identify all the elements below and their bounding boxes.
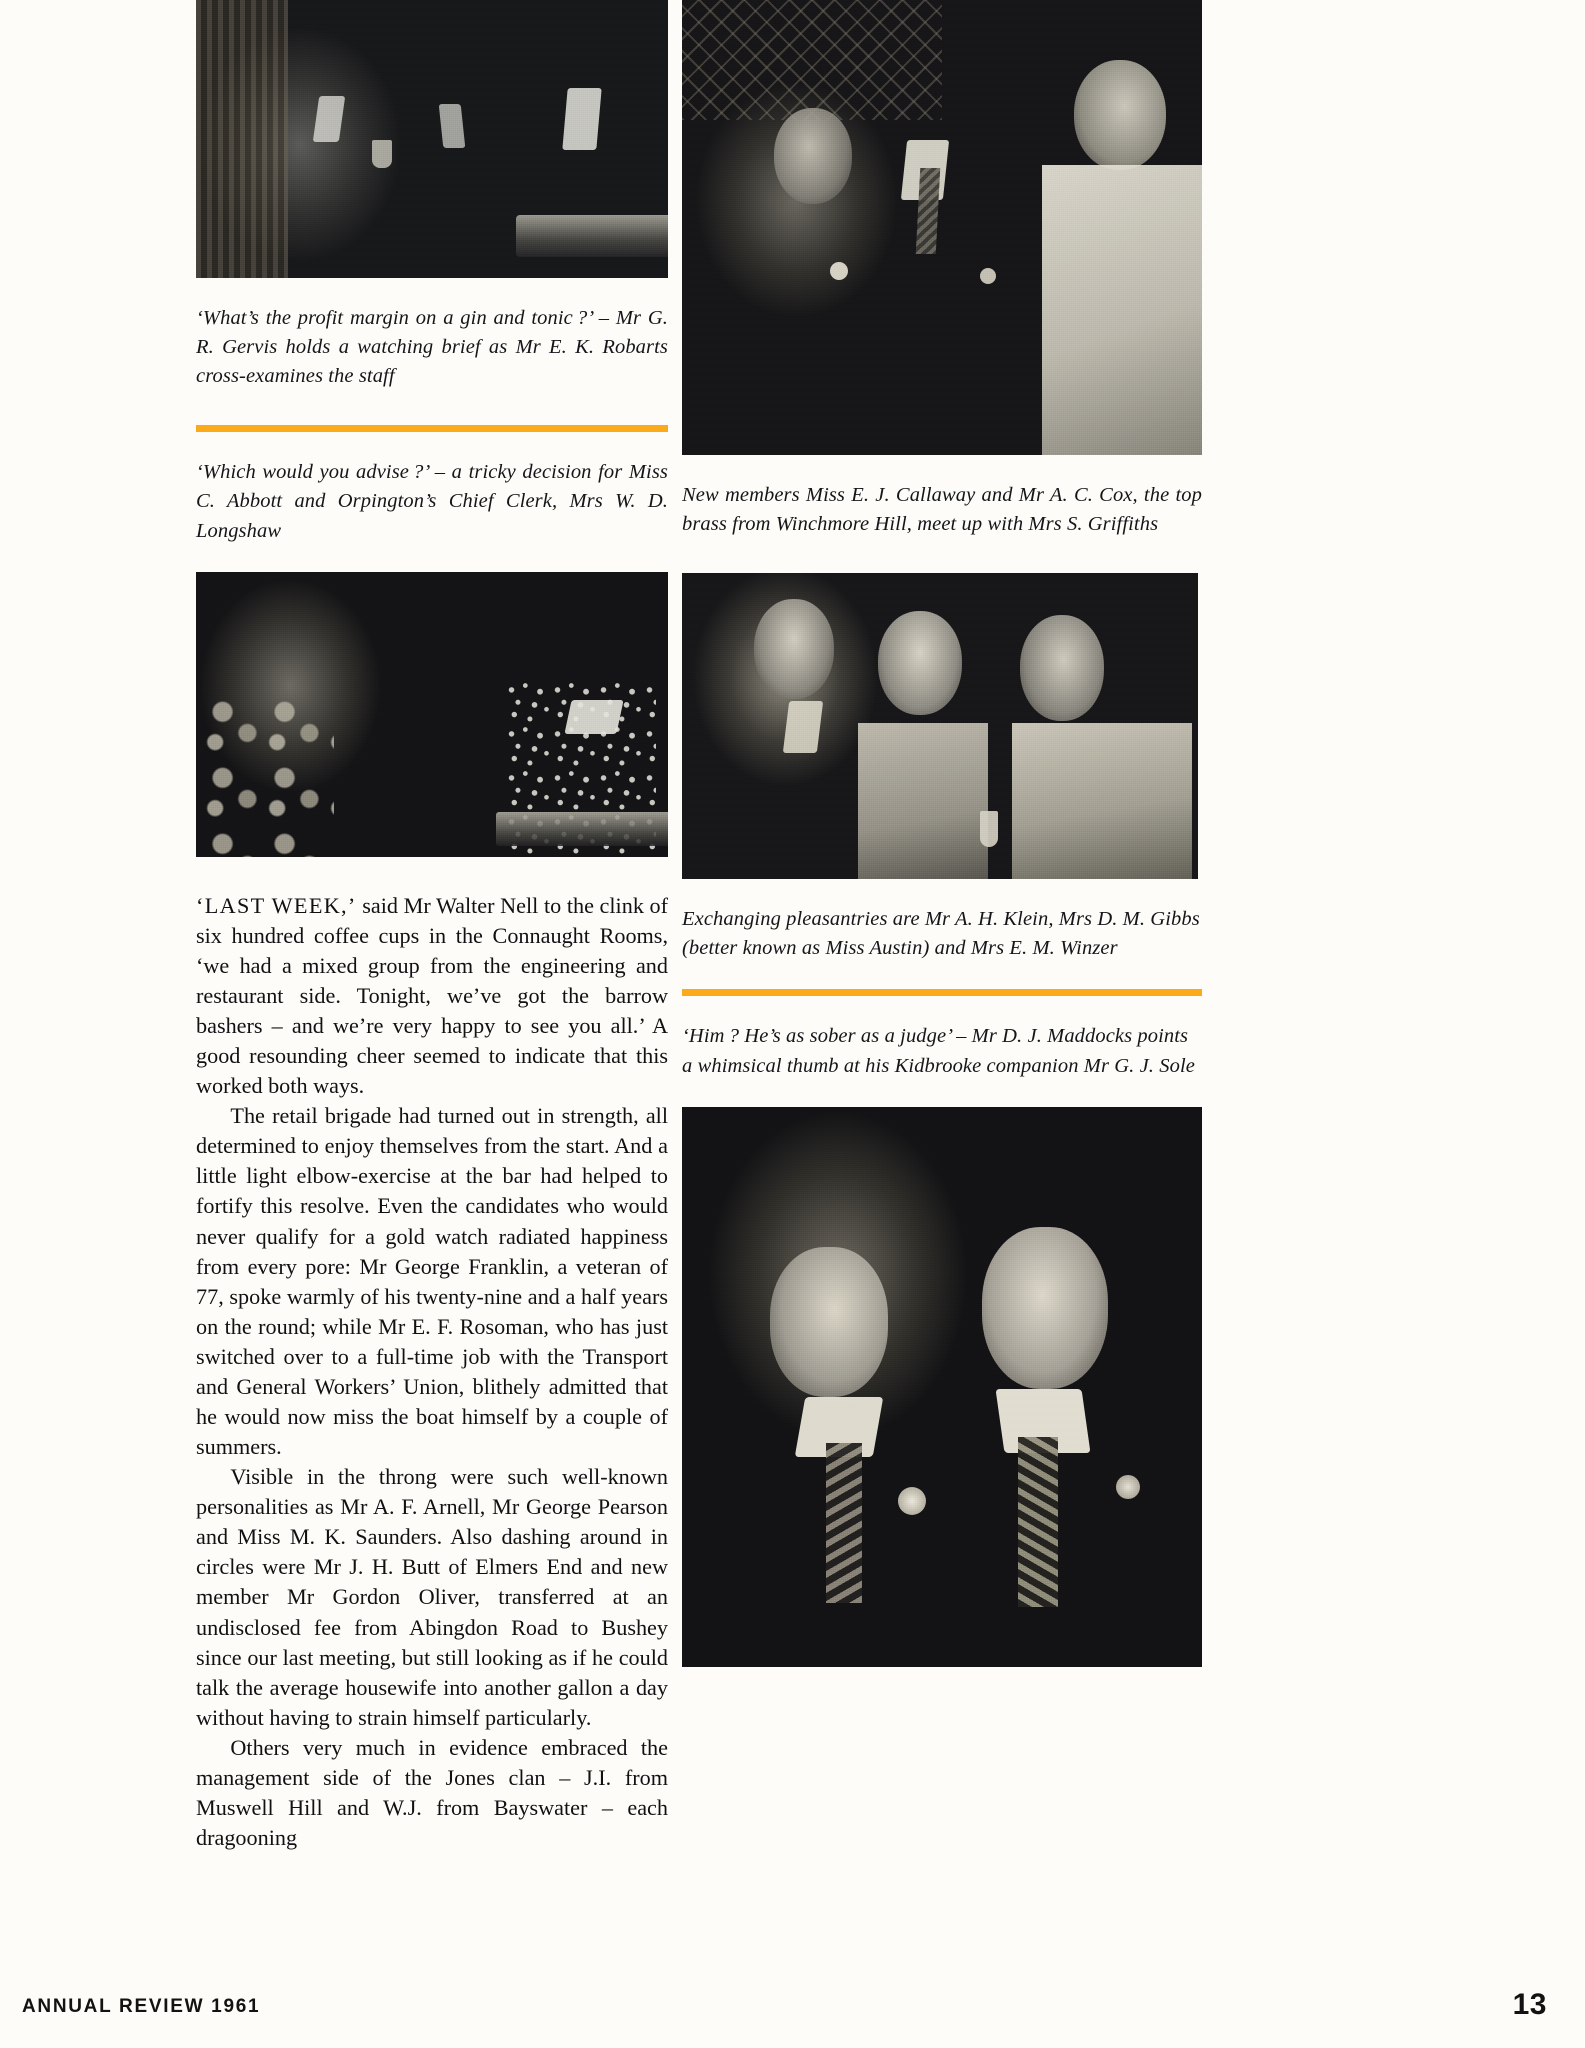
photo-shirt-2 xyxy=(783,701,823,753)
photo-maddocks-image xyxy=(682,1107,1202,1667)
photo-pale-dress-center xyxy=(858,723,988,879)
photo-white-blouse xyxy=(1042,165,1202,455)
photo-face-left-3 xyxy=(770,1247,888,1397)
left-column xyxy=(196,0,668,1853)
article-paragraph-1 xyxy=(196,891,668,1102)
article-opening-smallcaps: ‘LAST WEEK,’ xyxy=(196,892,357,918)
photo-lapel-badge-right xyxy=(1116,1475,1140,1499)
article-paragraph-3: Visible in the throng were such well-known personalities as Mr A. F. Arnell, Mr George Pearson and Miss M. K. Saunders. Also dashing around in circles were Mr J. H. Butt of Elmers End and new member Mr Gordon Oliver, transferred at an undisclosed fee from Abingdon Road to Bushey since our last meeting, but still looking as if he could talk the average housewife into another gallon a day without having to strain himself particularly. xyxy=(196,1464,668,1730)
photo-face-highlight-left xyxy=(774,108,852,204)
photo-glass-highlight xyxy=(372,140,392,168)
article-paragraph-2: The retail brigade had turned out in strength, all determined to enjoy themselves from the start. And a little light elbow-exercise at the bar had helped to fortify this resolve. Even the candidates who would never qualify for a gold watch radiated happiness from every pore: Mr George Franklin, a veteran of 77, spoke warmly of his twenty-nine and a half years on the round; while Mr E. F. Rosoman, who has just switched over to a full-time job with the Transport and General Workers’ Union, blithely admitted that he would now miss the boat himself by a couple of summers. xyxy=(196,1103,668,1460)
photo-face-right-2 xyxy=(1020,615,1104,721)
right-column xyxy=(682,0,1202,1667)
article-body xyxy=(196,891,668,1854)
orange-rule-left-1 xyxy=(196,425,668,432)
photo-two-ladies-and-clerk xyxy=(196,572,668,857)
photo-face-highlight-right xyxy=(1074,60,1166,170)
photo-face-center-2 xyxy=(878,611,962,715)
photo-tie-left-3 xyxy=(826,1443,862,1603)
caption-exchanging-pleasantries: Exchanging pleasantries are Mr A. H. Klein, Mrs D. M. Gibbs (better known as Miss Austin) and Mrs E. M. Winzer xyxy=(682,908,1200,960)
photo-highlight-shirt-b xyxy=(439,104,466,148)
orange-rule-right-1 xyxy=(682,989,1202,996)
photo-badge-center xyxy=(980,268,996,284)
footer-page-number: 13 xyxy=(1512,1988,1547,2021)
article-paragraph-4: Others very much in evidence embraced the management side of the Jones clan – J.I. from Muswell Hill and W.J. from Bayswater – each dragooning xyxy=(196,1734,668,1851)
photo-tray-lower xyxy=(496,812,668,846)
photo-exchanging-pleasantries xyxy=(682,573,1198,879)
photo-gin-and-tonic xyxy=(196,0,668,278)
photo-face-highlight-center xyxy=(887,22,983,140)
caption-new-members: New members Miss E. J. Callaway and Mr A. C. Cox, the top brass from Winchmore Hill, meet up with Mrs S. Griffiths xyxy=(682,484,1202,536)
photo-face-right-3 xyxy=(982,1227,1108,1389)
photo-drinks-tray xyxy=(516,215,668,257)
caption-gin-and-tonic: ‘What’s the profit margin on a gin and tonic ?’ – Mr G. R. Gervis holds a watching brief as Mr E. K. Robarts cross-examines the staff xyxy=(196,307,668,388)
caption-which-would-you-advise: ‘Which would you advise ?’ – a tricky decision for Miss C. Abbott and Orpington’s Chief Clerk, Mrs W. D. Longshaw xyxy=(196,461,668,542)
photo-panelling-detail xyxy=(196,0,288,278)
photo-face-left-2 xyxy=(754,599,834,699)
photo-badge-left xyxy=(830,262,848,280)
photo-lapel-badge-left xyxy=(898,1487,926,1515)
photo-pale-dress-right xyxy=(1012,723,1192,879)
photo-highlight-shirt-c xyxy=(562,88,601,150)
photo-collar-highlight xyxy=(564,700,623,734)
footer-publication-title: ANNUAL REVIEW 1961 xyxy=(22,1996,261,2017)
caption-sober-as-a-judge: ‘Him ? He’s as sober as a judge’ – Mr D. J. Maddocks points a whimsical thumb at his Kidbrooke companion Mr G. J. Sole xyxy=(682,1025,1195,1077)
photo-paisley-shawl xyxy=(204,692,334,857)
article-opening-rest: said Mr Walter Nell to the clink of six hundred coffee cups in the Connaught Rooms, ‘we had a mixed group from the engineering and restaurant side. Tonight, we’ve got the barrow bashers – and we’re very happy to see you all.’ A good resounding cheer seemed to indicate that this worked both ways. xyxy=(196,892,669,1099)
photo-tie-right-3 xyxy=(1018,1437,1058,1607)
photo-maddocks-and-sole xyxy=(682,1107,1202,1667)
photo-new-members xyxy=(682,0,1202,455)
photo-wine-glass xyxy=(980,811,998,847)
